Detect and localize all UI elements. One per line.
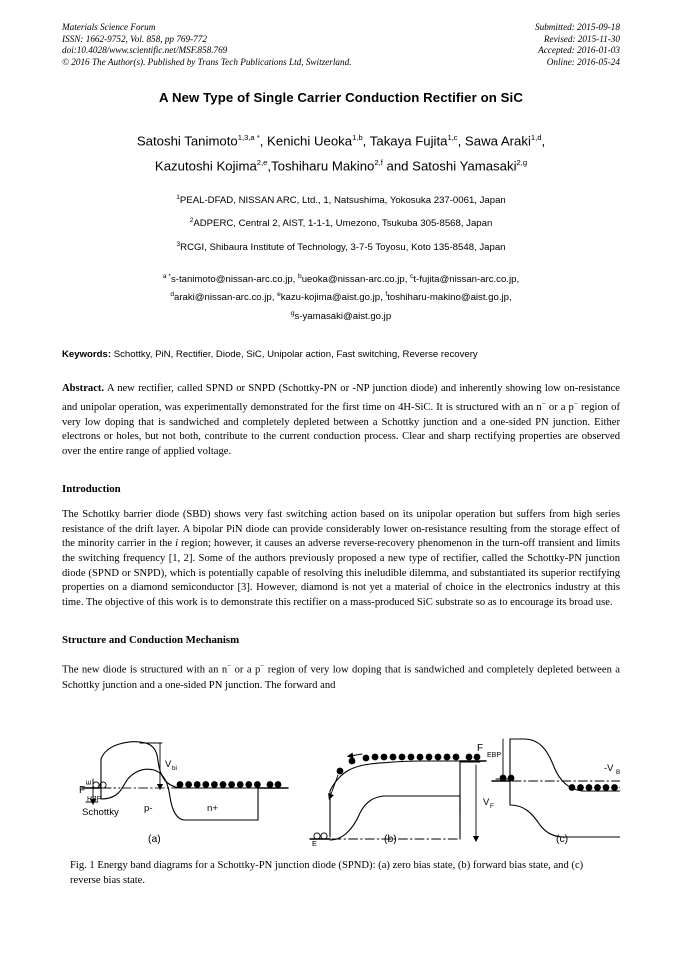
- abstract-block: [62, 382, 620, 460]
- affiliation-1: [62, 188, 620, 211]
- journal-issn: ISSN: 1662-9752, Vol. 858, pp 769-772: [62, 33, 207, 44]
- keywords-value: Schottky, PiN, Rectifier, Diode, SiC, Unipolar action, Fast switching, Reverse recovery: [113, 348, 478, 360]
- email-list: [62, 269, 620, 325]
- electron-dots-b: [337, 754, 481, 775]
- date-accepted: Accepted: 2016-01-03: [538, 45, 620, 56]
- abstract-text: A new rectifier, called SPND or SNPD (Schottky-PN or -NP junction diode) and inherently showing low on-resistance and unipolar operation, was experimentally demonstrated for the first time on 4H-SiC. It is structured with an n− or a p− region of very low doping that is sandwiched and completely depleted between a Schottky junction and a one-sided PN junction. Either electrons or holes, but not both, contribute to the current conduction process. Clear and sharp rectifying properties are observed over the entire range of applied voltage.: [62, 382, 620, 457]
- date-online: Online: 2016-05-24: [546, 56, 620, 67]
- section-paragraph-structure: The new diode is structured with an n− or a p− region of very low doping that is sandwiched and completely depleted between a Schottky junction and a one-sided PN junction. The forward and: [62, 662, 620, 691]
- affiliation-marker-3: 3: [176, 240, 181, 248]
- label-hbp-a: HBP: [87, 796, 102, 804]
- panel-b-bands: [310, 754, 486, 840]
- label-ef-b: E: [312, 839, 317, 849]
- email-line-2: $^d$araki@nissan-arc.co.jp, $^e$kazu-kojima@aist.go.jp, $^f$toshiharu-makino@aist.go.jp,: [170, 291, 512, 304]
- hole-circles-a: [93, 782, 106, 788]
- section-paragraph-introduction: The Schottky barrier diode (SBD) shows very fast switching action based on its unipolar operation but suffers from high series resistance of the drift layer. A bipolar PiN diode can provide considerably lower on-resistance resulting from the storage effect of the minority carrier in the i region; however, it causes an adverse reverse-recovery phenomenon in the turn-off transient and limits the switching frequency [1, 2]. Some of the authors previously proposed a new type of rectifier, called the Schottky-PN junction diode (SPND or SNPD), which is potentially capable of resolving this ineludible dilemma, and substantiated its superior rectifying properties on a diamond semiconductor [3]. However, diamond is not yet a material of choice in the electronics industry at this time. The objective of this work is to demonstrate this rectifier on a mass-produced SiC substrate so as to encourage its broad use.: [62, 509, 620, 608]
- affiliation-text-1: PEAL-DFAD, NISSAN ARC, Ltd., 1, Natsushima, Yokosuka 237-0061, Japan: [179, 195, 506, 207]
- paper-title: A New Type of Single Carrier Conduction Rectifier on SiC: [159, 90, 523, 106]
- author-line-1: Satoshi Tanimoto$^{1,3,a *}$, Kenichi Ueoka$^{1,b}$, Takaya Fujita$^{1,c}$, Sawa Araki$^{1,d}$,: [136, 133, 546, 149]
- keywords-label: Keywords:: [62, 348, 112, 360]
- journal-name: Materials Science Forum: [62, 22, 156, 32]
- masthead-left: [62, 22, 352, 68]
- label-n-plus: n+: [207, 803, 218, 815]
- date-submitted: Submitted: 2015-09-18: [535, 22, 620, 32]
- affiliation-text-2: ADPERC, Central 2, AIST, 1-1-1, Umezono, Tsukuba 305-8568, Japan: [193, 218, 493, 230]
- electron-dots-a: [177, 781, 282, 788]
- affiliation-text-3: RCGI, Shibaura Institute of Technology, 3-7-5 Toyosu, Koto 135-8548, Japan: [180, 241, 506, 253]
- journal-copyright: © 2016 The Author(s). Published by Trans Tech Publications Ltd, Switzerland.: [62, 56, 352, 67]
- email-line-3: $^g$s-yamasaki@aist.go.jp: [290, 310, 392, 323]
- affiliation-list: [62, 188, 620, 258]
- label-vf-sub: F: [490, 803, 494, 811]
- label-schottky: Schottky: [82, 807, 119, 819]
- masthead-right: [535, 22, 620, 68]
- keywords-block: [62, 349, 620, 360]
- label-e-a: E: [84, 780, 93, 786]
- label-panel-a: (a): [148, 834, 161, 846]
- label-panel-c: (c): [556, 834, 569, 846]
- journal-masthead: [62, 22, 620, 68]
- energy-band-diagram-svg: [62, 709, 620, 849]
- date-revised: Revised: 2015-11-30: [543, 33, 620, 44]
- author-list: [62, 127, 620, 176]
- label-vb-sub: B: [616, 769, 620, 777]
- label-ebp-c: EBP: [487, 752, 502, 760]
- figure-1: [62, 709, 620, 888]
- author-line-2: Kazutoshi Kojima$^{2,e}$,Toshiharu Makino$^{2,f}$ and Satoshi Yamasaki$^{2,g}$: [154, 157, 528, 174]
- email-line-1: $^{a *}$s-tanimoto@nissan-arc.co.jp, $^b$ueoka@nissan-arc.co.jp, $^c$t-fujita@nissan-arc.co.jp,: [162, 272, 520, 285]
- label-vbi: V: [165, 758, 172, 770]
- abstract-label: Abstract.: [62, 382, 105, 394]
- label-vf: V: [483, 796, 490, 808]
- affiliation-marker-2: 2: [189, 217, 194, 225]
- figure-caption: Fig. 1 Energy band diagrams for a Schottky-PN junction diode (SPND): (a) zero bias state, (b) forward bias state, and (c) reverse bias state.: [70, 860, 584, 886]
- journal-doi: doi:10.4028/www.scientific.net/MSF.858.769: [62, 45, 228, 56]
- label-f-c: F: [477, 743, 484, 755]
- label-vbi-sub: bi: [172, 765, 177, 773]
- affiliation-marker-1: 1: [176, 194, 180, 202]
- label-vb: -V: [604, 762, 614, 774]
- panel-c-bands: [492, 739, 620, 837]
- section-heading-structure: Structure and Conduction Mechanism: [62, 634, 240, 647]
- section-heading-introduction: Introduction: [62, 483, 121, 496]
- affiliation-2: [62, 211, 620, 234]
- label-ef-a: F: [79, 785, 86, 797]
- label-panel-b: (b): [384, 834, 397, 846]
- affiliation-3: [62, 235, 620, 258]
- label-p-minus: p-: [144, 803, 153, 815]
